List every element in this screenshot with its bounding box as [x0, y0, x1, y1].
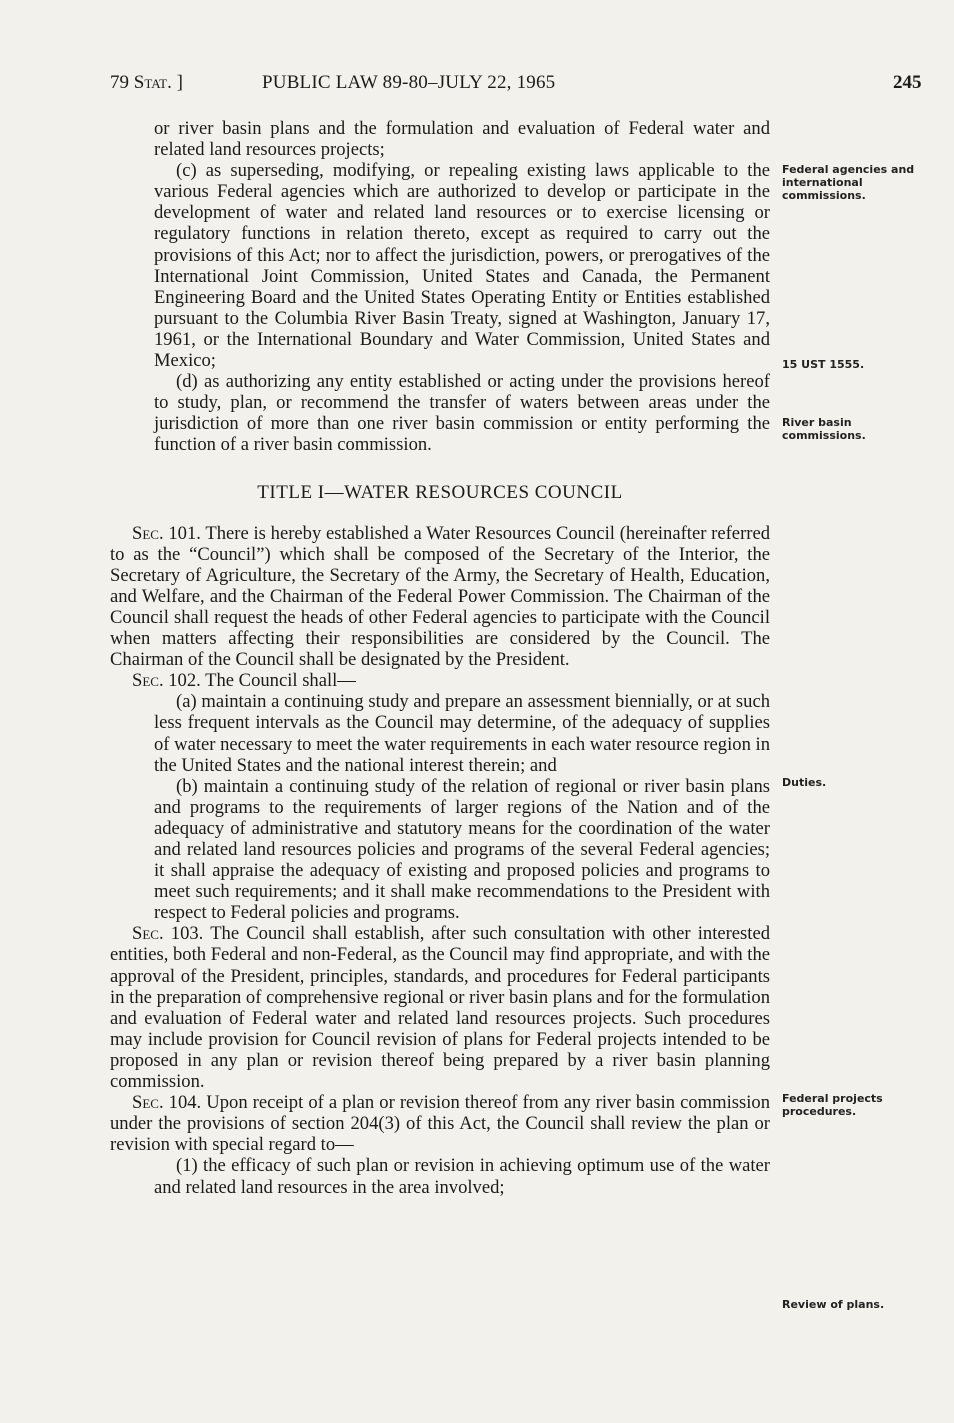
section-104-1: (1) the efficacy of such plan or revision in achieving optimum use of the water and related land resources in the area involved;: [154, 1155, 770, 1198]
title-heading: TITLE I—WATER RESOURCES COUNCIL: [257, 481, 623, 503]
paragraph-continuation: or river basin plans and the formulation and evaluation of Federal water and related land resources projects;: [154, 118, 770, 161]
page-running-title: PUBLIC LAW 89-80–JULY 22, 1965: [262, 72, 556, 93]
paragraph-c: (c) as superseding, modifying, or repealing existing laws applicable to the various Federal agencies which are authorized to develop or participate in the development of water and related land resources or to exercise licensing or regulatory functions in relation thereto, except as required to carry out the provisions of this Act; nor to affect the jurisdiction, powers, or prerogatives of the International Joint Commission, United States and Canada, the Permanent Engineering Board and the United States Operating Entity or Entities established pursuant to the Columbia River Basin Treaty, signed at Washington, January 17, 1961, or the International Boundary and Water Commission, United States and Mexico;: [154, 160, 770, 372]
margin-note-federal-agencies: Federal agencies and international commissions.: [782, 163, 915, 202]
section-label: Sec. 102.: [132, 670, 201, 692]
section-102-a: (a) maintain a continuing study and prepare an assessment biennially, or at such less frequent intervals as the Council may determine, of the adequacy of supplies of water necessary to meet the water requirements in each water resource region in the United States and the national interest therein; and: [154, 691, 770, 776]
page-header: [0, 72, 954, 96]
section-label: Sec. 101.: [132, 522, 201, 544]
section-101: Sec. 101. There is hereby established a Water Resources Council (hereinafter referred to as the “Council”) which shall be composed of the Secretary of the Interior, the Secretary of Agriculture, the Secretary of the Army, the Secretary of Health, Education, and Welfare, and the Chairman of the Federal Power Commission. The Chairman of the Council shall request the heads of other Federal agencies to participate with the Council when matters affecting their responsibilities are considered by the Council. The Chairman of the Council shall be designated by the President.: [110, 522, 770, 671]
section-104: Sec. 104. Upon receipt of a plan or revision thereof from any river basin commission under the provisions of section 204(3) of this Act, the Council shall review the plan or revision with special regard to—: [110, 1092, 771, 1156]
section-102: Sec. 102. The Council shall—: [132, 670, 356, 692]
statute-body: [110, 118, 770, 1198]
section-label: Sec. 103.: [132, 923, 204, 945]
page-number: 245: [893, 72, 922, 93]
margin-note-review-plans: Review of plans.: [782, 1298, 885, 1311]
section-label: Sec. 104.: [132, 1092, 202, 1114]
margin-note-river-basin: River basin commissions.: [782, 416, 866, 442]
statute-citation: 79 Stat. ]: [110, 72, 183, 93]
margin-note-federal-projects: Federal projects procedures.: [782, 1092, 883, 1118]
paragraph-d: (d) as authorizing any entity established or acting under the provisions hereof to study, plan, or recommend the transfer of waters between areas under the jurisdiction of more than one river basin commission or entity performing the function of a river basin commission.: [154, 371, 770, 456]
section-103: Sec. 103. The Council shall establish, after such consultation with other interested entities, both Federal and non-Federal, as the Council may find appropriate, and with the approval of the President, principles, standards, and procedures for Federal participants in the preparation of comprehensive regional or river basin plans and for the formulation and evaluation of Federal water and related land resources projects. Such procedures may include provision for Council revision of plans for Federal projects intended to be proposed in any plan or revision thereof being prepared by a river basin planning commission.: [110, 923, 771, 1093]
section-102-b: (b) maintain a continuing study of the relation of regional or river basin plans and programs to the requirements of larger regions of the Nation and of the adequacy of administrative and statutory means for the coordination of the water and related land resources policies and programs of the several Federal agencies; it shall appraise the adequacy of existing and proposed policies and programs to meet such requirements; and it shall make recommendations to the President with respect to Federal policies and programs.: [154, 775, 770, 924]
margin-note-ust: 15 UST 1555.: [782, 358, 865, 371]
margin-note-duties: Duties.: [782, 776, 827, 789]
